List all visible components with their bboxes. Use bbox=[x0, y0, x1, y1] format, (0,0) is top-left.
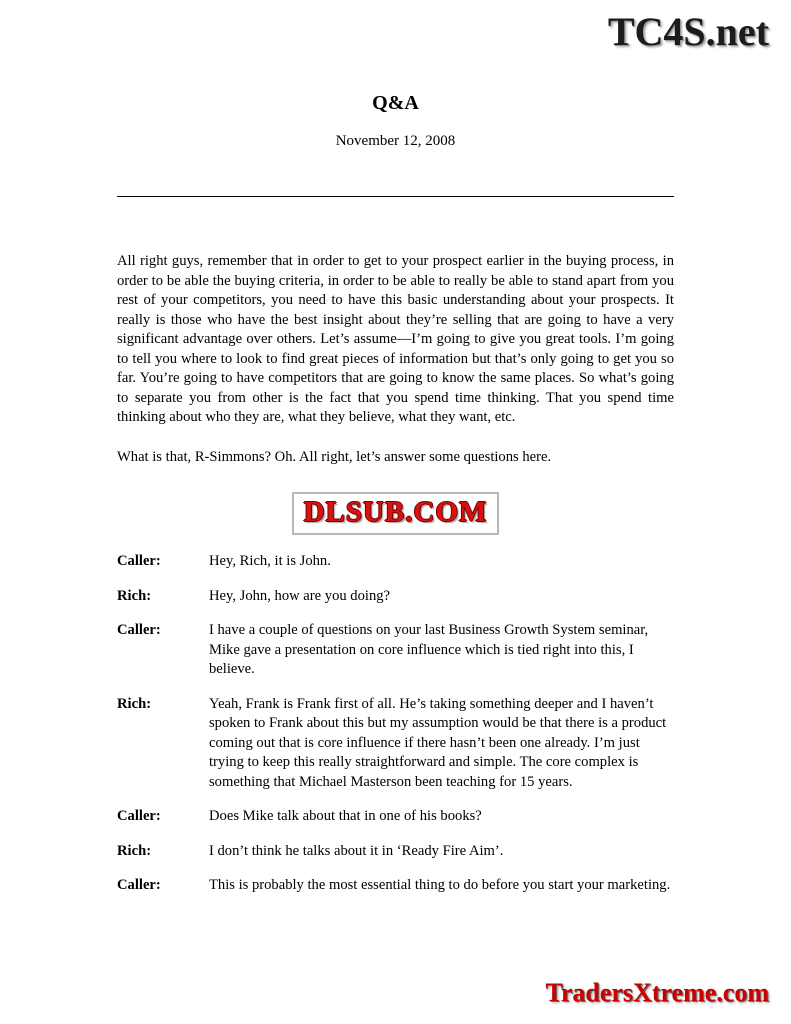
speaker-text: Hey, John, how are you doing? bbox=[209, 587, 391, 604]
transcript-row bbox=[117, 552, 674, 572]
speaker-text: I don’t think he talks about it in ‘Ready Fire Aim’. bbox=[209, 842, 504, 859]
logo-watermark-center bbox=[0, 492, 791, 535]
speaker-text: Does Mike talk about that in one of his books? bbox=[209, 808, 482, 824]
transcript-row bbox=[117, 621, 674, 680]
body-paragraph-1: All right guys, remember that in order to get to your prospect earlier in the buying process, in order to be able the buying criteria, in order to be able to really be able to stand apart from you rest of your competitors, you need to have this basic understanding about your prospects. It really is those who have the best insight about they’re selling that are going to have a very significant advantage over others. Let’s assume—I’m going to give you great tools. I’m going to tell you where to look to find great pieces of information but that’s only going to get you so far. You’re going to have competitors that are going to know the same places. So what’s going to separate you from other is the fact that you spend time thinking. That you spend time thinking about who they are, what they believe, what they want, etc. bbox=[117, 253, 674, 425]
site-watermark-top: TC4S.net bbox=[607, 9, 769, 54]
speaker-label: Caller: bbox=[117, 877, 161, 893]
speaker-label: Rich: bbox=[117, 842, 152, 859]
transcript-row bbox=[117, 587, 674, 607]
document-date: November 12, 2008 bbox=[335, 133, 456, 149]
dialogue-transcript bbox=[117, 552, 674, 911]
speaker-text: Hey, Rich, it is John. bbox=[209, 553, 331, 569]
transcript-row bbox=[117, 807, 674, 827]
transcript-row bbox=[117, 842, 674, 862]
transcript-row bbox=[117, 876, 674, 896]
site-watermark-bottom: TradersXtreme.com bbox=[545, 978, 769, 1007]
speaker-text: Yeah, Frank is Frank first of all. He’s taking something deeper and I haven’t spoken to Frank about this but my assumption would be that there is a product coming out that is core influence if there hasn’t been one already. I’m just trying to keep this really straightforward and simple. The core complex is something that Michael Masterson been teaching for 15 years. bbox=[209, 695, 667, 790]
body-paragraph-2: What is that, R-Simmons? Oh. All right, let’s answer some questions here. bbox=[117, 449, 552, 465]
transcript-row bbox=[117, 695, 674, 793]
speaker-label: Rich: bbox=[117, 695, 152, 712]
horizontal-divider bbox=[117, 196, 674, 197]
speaker-label: Caller: bbox=[117, 808, 161, 824]
page-title: Q&A bbox=[372, 92, 419, 114]
speaker-label: Caller: bbox=[117, 622, 161, 638]
speaker-text: I have a couple of questions on your last Business Growth System seminar, Mike gave a presentation on core influence which is tied right into this, I believe. bbox=[209, 622, 649, 677]
speaker-label: Rich: bbox=[117, 587, 152, 604]
dlsub-logo-text: DLSUB.COM bbox=[292, 492, 500, 535]
speaker-label: Caller: bbox=[117, 553, 161, 569]
speaker-text: This is probably the most essential thing to do before you start your marketing. bbox=[209, 877, 671, 893]
